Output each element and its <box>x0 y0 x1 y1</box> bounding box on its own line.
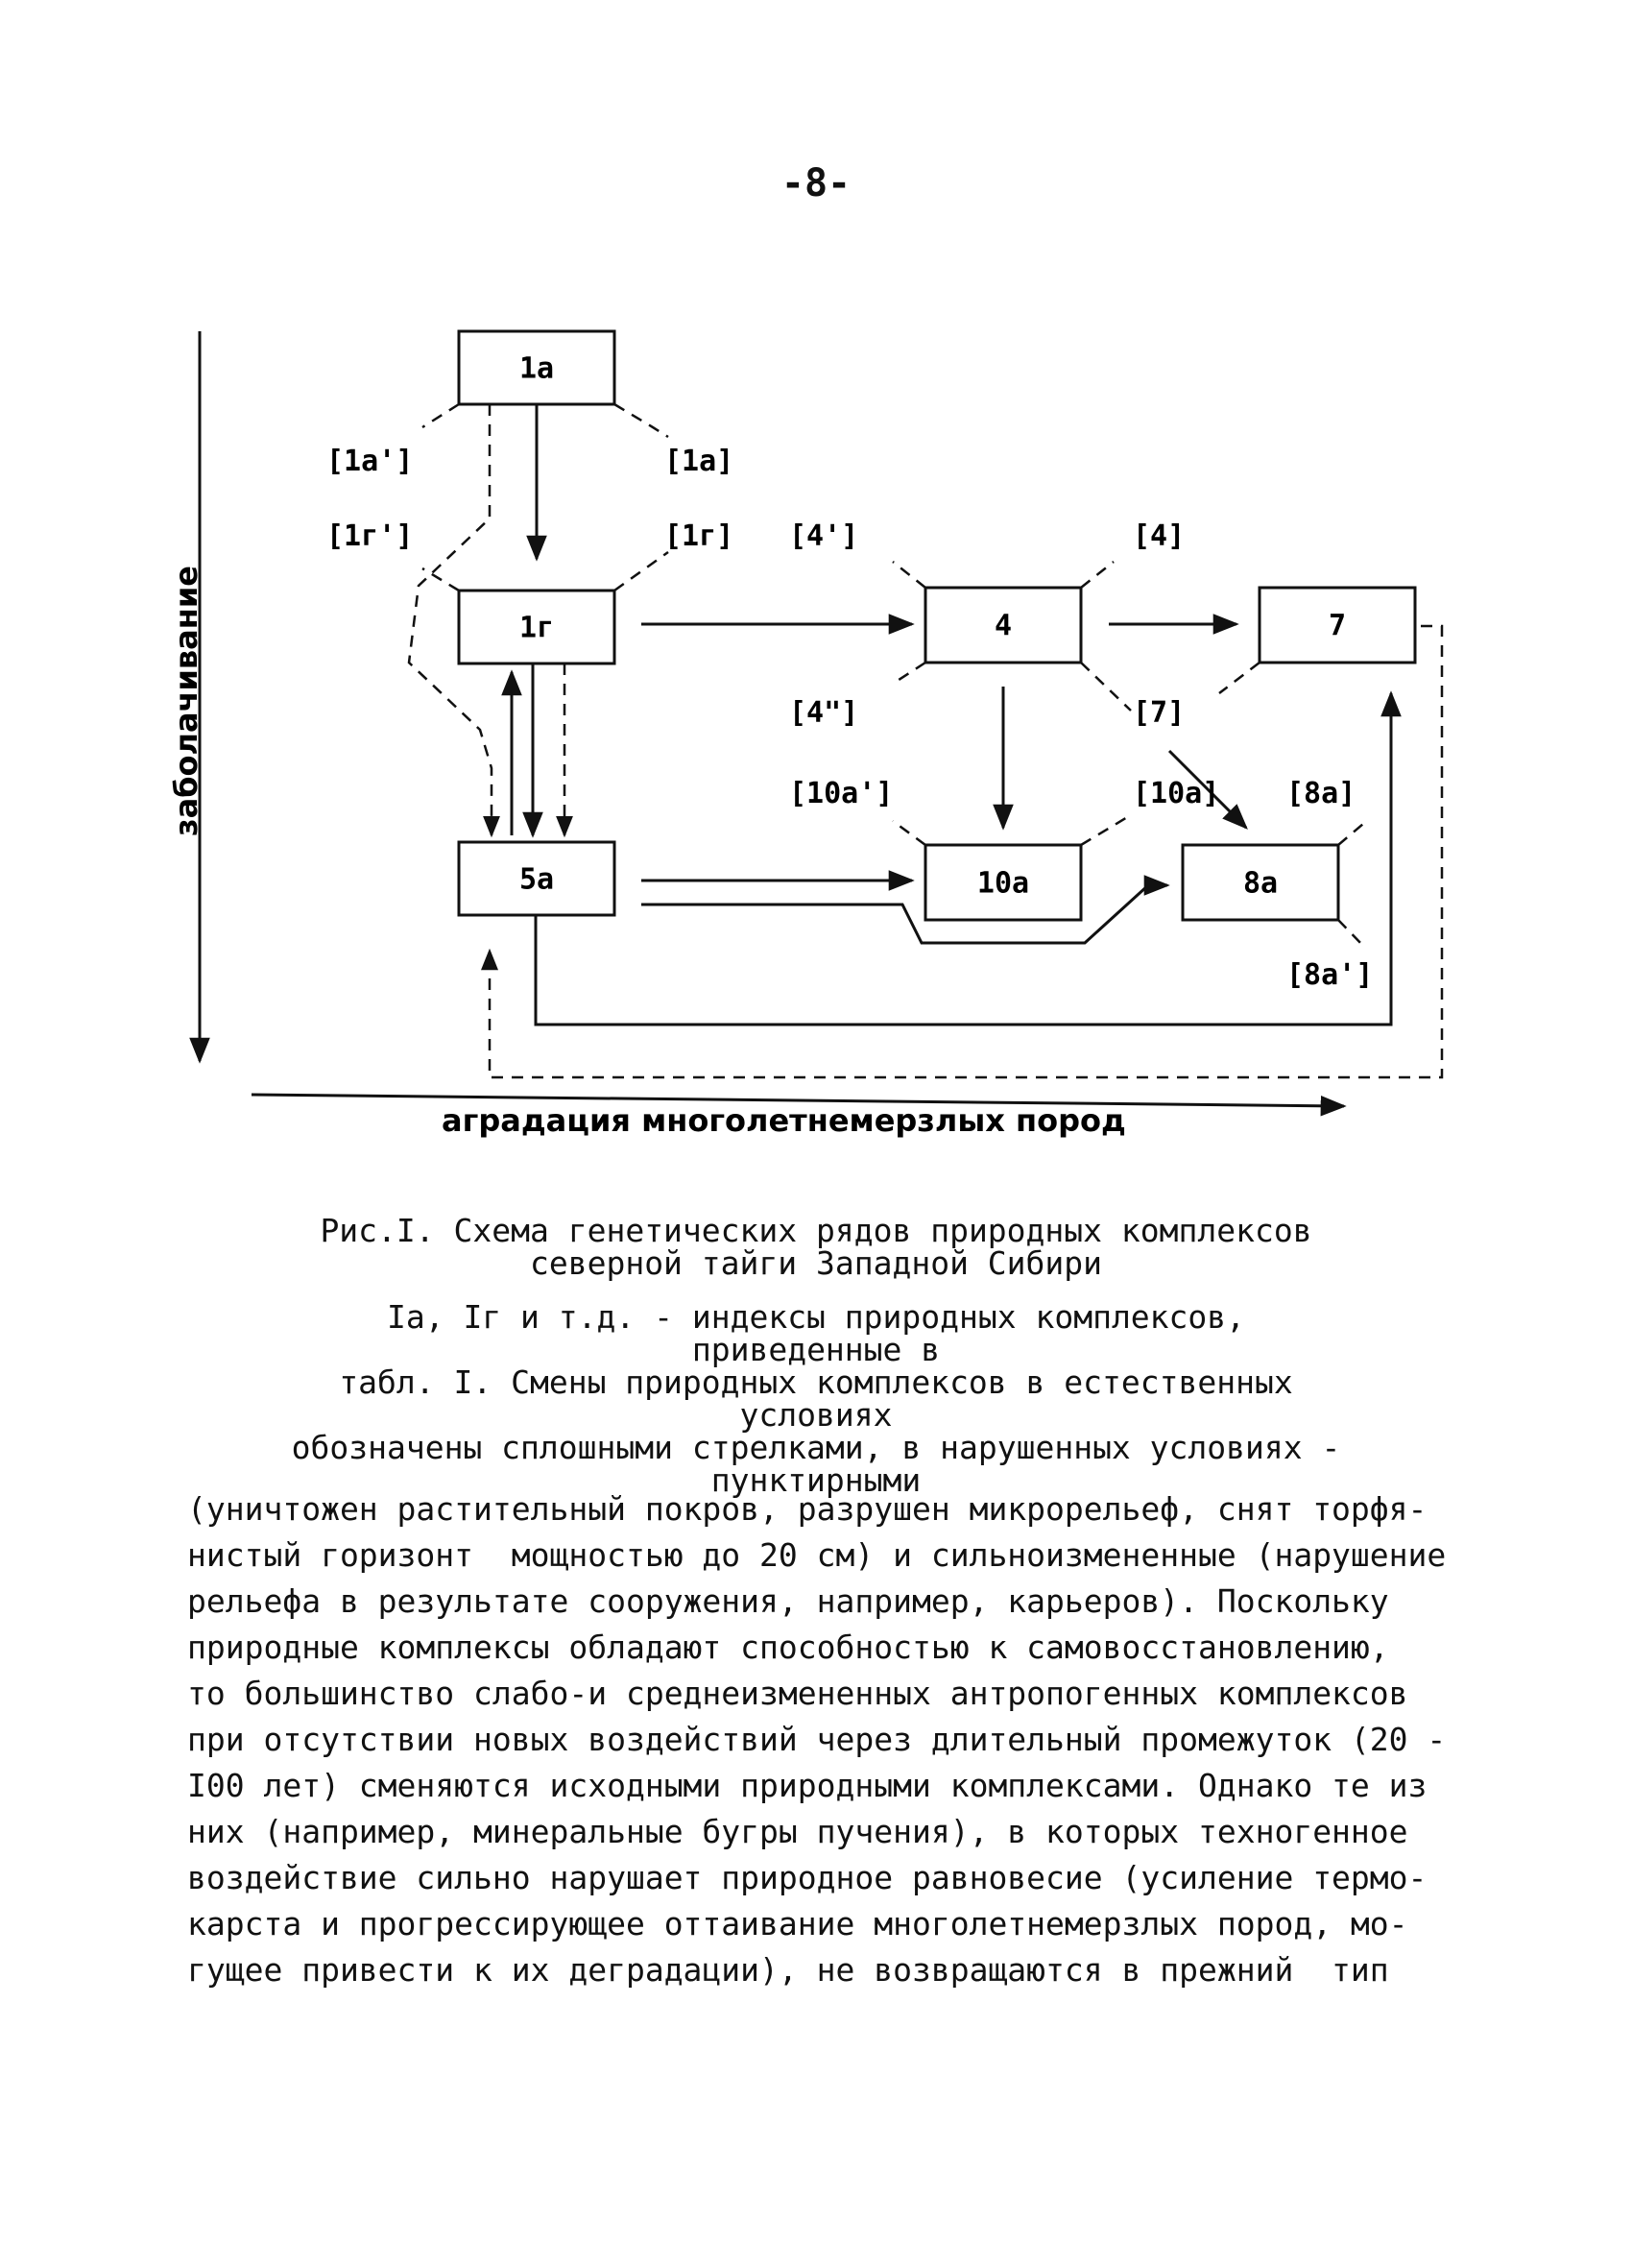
body-line: воздействие сильно нарушает природное равновесие (усиление термо- <box>187 1859 1428 1896</box>
dash-4-leftup <box>893 562 925 588</box>
figure-caption-title <box>288 1212 1344 1282</box>
bracket-10a: [10a] <box>1133 777 1220 810</box>
dash-1g-left-up <box>422 568 459 591</box>
bracket-10a-prime: [10a'] <box>789 777 894 810</box>
body-line: (уничтожен растительный покров, разрушен микрорельеф, снят торфя- <box>187 1490 1428 1528</box>
box-1g <box>459 591 614 664</box>
body-line: них (например, минеральные бугры пучения), в которых техногенное <box>187 1813 1408 1850</box>
dash-4-rightdown-solid <box>1081 663 1131 711</box>
body-line: I00 лет) сменяются исходными природными комплексами. Однако те из <box>187 1767 1428 1804</box>
bracket-8a: [8a] <box>1286 777 1356 810</box>
caption-note-line: пунктирными <box>710 1461 922 1499</box>
dash-10a-rightup <box>1081 816 1129 845</box>
dash-4-leftdown <box>893 663 925 684</box>
box-4-label: 4 <box>994 609 1013 643</box>
box-8a <box>1183 845 1338 920</box>
box-10a-label: 10a <box>976 866 1030 901</box>
figure-caption-note <box>288 1298 1344 1499</box>
solid-arrows <box>512 404 1391 1025</box>
dash-1a-left <box>422 404 459 427</box>
box-1g-label: 1г <box>518 611 555 645</box>
body-line: гущее привести к их деградации), не возвращаются в прежний тип <box>187 1951 1389 1989</box>
bracket-1g: [1г] <box>664 519 734 553</box>
body-line: природные комплексы обладают способностью к самовосстановлению, <box>187 1629 1389 1666</box>
body-text <box>187 1486 1454 1993</box>
box-1a-label: 1a <box>518 351 555 386</box>
bracket-labels <box>326 445 1373 992</box>
body-line: при отсутствии новых воздействий через длительный промежуток (20 - <box>187 1721 1447 1758</box>
caption-note-line: табл. I. Смены природных комплексов в естественных условиях <box>339 1363 1293 1434</box>
bracket-4-dprime: [4"] <box>789 696 859 730</box>
caption-title-line-1: Рис.I. Схема генетических рядов природных комплексов <box>320 1212 1312 1249</box>
dash-return-loop <box>490 626 1442 1077</box>
bracket-7: [7] <box>1133 696 1186 730</box>
box-1a <box>459 331 614 404</box>
bracket-1a: [1a] <box>664 445 734 478</box>
page-number: -8- <box>780 161 852 205</box>
dash-7-leftdown <box>1219 663 1260 693</box>
box-5a <box>459 842 614 915</box>
dash-8a-rightdown <box>1338 920 1363 946</box>
arrow-5a-8a <box>641 885 1167 943</box>
bracket-4-prime: [4'] <box>789 519 859 553</box>
dash-1g-right-up <box>614 552 668 591</box>
box-4 <box>925 588 1081 663</box>
horizontal-axis <box>252 1095 1344 1139</box>
dash-10a-leftup <box>893 821 925 845</box>
dash-8a-rightup <box>1338 824 1363 845</box>
bracket-4: [4] <box>1133 519 1186 553</box>
arrow-5a-7 <box>536 693 1391 1025</box>
dash-1a-5a-left <box>409 404 492 835</box>
caption-title-line-2: северной тайги Западной Сибири <box>529 1244 1103 1282</box>
body-line: карста и прогрессирующее оттаивание многолетнемерзлых пород, мо- <box>187 1905 1408 1942</box>
dash-4-rightup <box>1081 562 1114 588</box>
vertical-axis-label: заболачивание <box>168 565 204 837</box>
caption-note-line: Iа, Iг и т.д. - индексы природных комплексов, приведенные в <box>386 1298 1246 1368</box>
bracket-8a-prime: [8a'] <box>1286 958 1374 992</box>
horizontal-axis-label: аградация многолетнемерзлых пород <box>442 1102 1126 1139</box>
box-7 <box>1260 588 1415 663</box>
caption-note-line: обозначены сплошными стрелками, в нарушенных условиях - <box>291 1429 1341 1466</box>
body-line: то большинство слабо-и среднеизмененных антропогенных комплексов <box>187 1675 1408 1712</box>
bracket-1a-prime: [1a'] <box>326 445 414 478</box>
body-line: нистый горизонт мощностью до 20 см) и сильноизмененные (нарушение <box>187 1536 1447 1574</box>
bracket-1g-prime: [1г'] <box>326 519 414 553</box>
dash-1a-right <box>614 404 668 437</box>
vertical-axis <box>168 331 204 1061</box>
box-7-label: 7 <box>1328 609 1347 643</box>
body-line: рельефа в результате сооружения, например, карьеров). Поскольку <box>187 1582 1389 1620</box>
box-8a-label: 8a <box>1242 866 1279 901</box>
box-10a <box>925 845 1081 920</box>
box-5a-label: 5a <box>518 862 555 897</box>
